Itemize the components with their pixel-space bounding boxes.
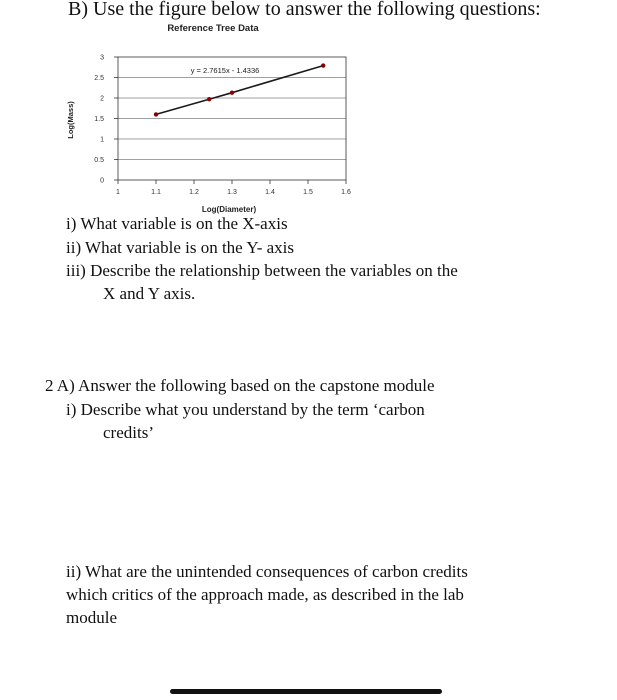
y-tick-label: 2.5 — [94, 75, 104, 82]
x-tick-label: 1 — [116, 189, 120, 196]
question-consequences-cont: which critics of the approach made, as described in the lab — [66, 585, 464, 604]
x-tick-label: 1.1 — [151, 189, 161, 196]
x-tick-label: 1.6 — [341, 189, 351, 196]
question-consequences-end: module — [66, 608, 117, 627]
x-tick-label: 1.2 — [189, 189, 199, 196]
x-tick-label: 1.3 — [227, 189, 237, 196]
y-tick-label: 0.5 — [94, 157, 104, 164]
question-y-axis: ii) What variable is on the Y- axis — [66, 238, 295, 257]
data-point — [321, 63, 325, 67]
section-2a-title: 2 A) Answer the following based on the capstone module — [45, 376, 435, 395]
y-tick-label: 0 — [100, 177, 104, 185]
x-axis-label: Log(Diameter) — [201, 205, 257, 214]
home-indicator[interactable] — [170, 689, 442, 694]
y-tick-label: 1.5 — [94, 116, 104, 123]
question-relationship: iii) Describe the relationship between the variables on the — [66, 261, 458, 280]
y-axis-label: Log(Mass) — [66, 101, 75, 139]
trendline-equation: y = 2.7615x - 1.4336 — [190, 66, 260, 75]
question-carbon-credits-cont: credits’ — [103, 423, 154, 442]
y-tick-label: 3 — [100, 54, 104, 62]
question-x-axis: i) What variable is on the X-axis — [66, 214, 288, 233]
question-carbon-credits: i) Describe what you understand by the term ‘carbon — [66, 400, 425, 419]
section-b-heading: B) Use the figure below to answer the following questions: — [68, 0, 541, 20]
reference-tree-chart — [0, 0, 617, 220]
y-tick-label: 1 — [100, 136, 104, 144]
question-relationship-cont: X and Y axis. — [103, 284, 196, 303]
x-tick-label: 1.4 — [265, 189, 275, 196]
data-point — [207, 97, 211, 101]
chart-title: Reference Tree Data — [167, 23, 259, 34]
x-tick-label: 1.5 — [303, 189, 313, 196]
question-consequences: ii) What are the unintended consequences of carbon credits — [66, 562, 468, 581]
data-point — [154, 112, 158, 116]
y-tick-label: 2 — [100, 95, 104, 103]
data-point — [230, 90, 234, 94]
